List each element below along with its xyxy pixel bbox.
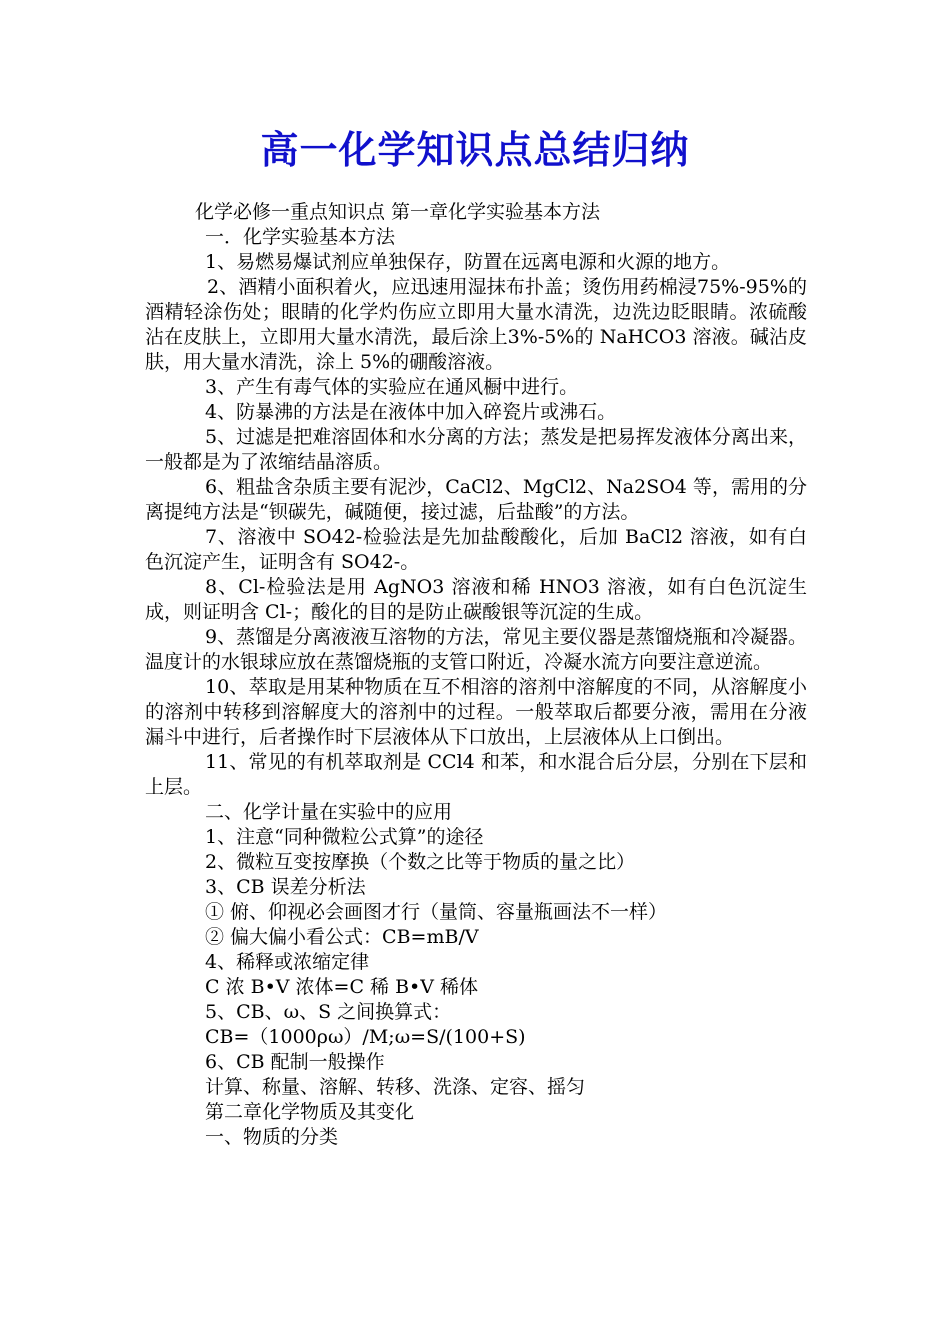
list-item: ② 偏大偏小看公式：CB=mB/V (205, 926, 479, 948)
section-heading: 二、化学计量在实验中的应用 (205, 801, 453, 823)
paragraph: 5、过滤是把难溶固体和水分离的方法；蒸发是把易挥发液体分离出来，一般都是为了浓缩结晶溶质。 (145, 426, 807, 473)
paragraph: 2、酒精小面积着火，应迅速用湿抹布扑盖；烫伤用药棉浸75%-95%的酒精轻涂伤处；眼睛的化学灼伤应立即用大量水清洗，边洗边眨眼睛。浓硫酸沾在皮肤上，立即用大量水清洗，最后涂上3%-5%的 NaHCO3 溶液。碱沾皮肤，用大量水清洗，涂上 5%的硼酸溶液。 (145, 276, 807, 373)
list-item: 1、注意“同种微粒公式算”的途径 (205, 826, 484, 848)
document-title: 高一化学知识点总结归纳 (260, 127, 690, 172)
list-item: 2、微粒互变按摩换（个数之比等于物质的量之比） (205, 851, 636, 873)
formula: C 浓 B•V 浓体=C 稀 B•V 稀体 (205, 976, 479, 998)
paragraph: 1、易燃易爆试剂应单独保存，防置在远离电源和火源的地方。 (205, 251, 731, 273)
chapter-heading: 化学必修一重点知识点 第一章化学实验基本方法 (195, 201, 601, 223)
paragraph: 8、Cl-检验法是用 AgNO3 溶液和稀 HNO3 溶液，如有白色沉淀生成，则证明含 Cl-；酸化的目的是防止碳酸银等沉淀的生成。 (145, 576, 807, 623)
paragraph: 7、溶液中 SO42-检验法是先加盐酸酸化，后加 BaCl2 溶液，如有白色沉淀产生，证明含有 SO42-。 (145, 526, 807, 573)
document-body (145, 200, 807, 1150)
paragraph: 9、蒸馏是分离液液互溶物的方法，常见主要仪器是蒸馏烧瓶和冷凝器。温度计的水银球应放在蒸馏烧瓶的支管口附近，冷凝水流方向要注意逆流。 (145, 626, 807, 673)
list-item: ① 俯、仰视必会画图才行（量筒、容量瓶画法不一样） (205, 901, 668, 923)
section-heading: 一、物质的分类 (205, 1126, 339, 1148)
chapter-heading: 第二章化学物质及其变化 (205, 1101, 415, 1123)
formula: CB=（1000ρω）/M;ω=S/(100+S) (205, 1026, 526, 1048)
paragraph: 10、萃取是用某种物质在互不相溶的溶剂中溶解度的不同，从溶解度小的溶剂中转移到溶解度大的溶剂中的过程。一般萃取后都要分液，需用在分液漏斗中进行，后者操作时下层液体从下口放出，上层液体从上口倒出。 (145, 676, 807, 748)
list-item: 计算、称量、溶解、转移、洗涤、定容、摇匀 (205, 1076, 586, 1098)
paragraph: 4、防暴沸的方法是在液体中加入碎瓷片或沸石。 (205, 401, 617, 423)
paragraph: 11、常见的有机萃取剂是 CCl4 和苯，和水混合后分层，分别在下层和上层。 (145, 751, 807, 798)
paragraph: 3、产生有毒气体的实验应在通风橱中进行。 (205, 376, 579, 398)
list-item: 6、CB 配制一般操作 (205, 1051, 385, 1073)
list-item: 5、CB、ω、S 之间换算式： (205, 1001, 452, 1023)
list-item: 3、CB 误差分析法 (205, 876, 366, 898)
paragraph: 6、粗盐含杂质主要有泥沙，CaCl2、MgCl2、Na2SO4 等，需用的分离提纯方法是“钡碳先，碱随便，接过滤，后盐酸”的方法。 (145, 476, 807, 523)
list-item: 4、稀释或浓缩定律 (205, 951, 370, 973)
section-heading: 一．化学实验基本方法 (205, 226, 396, 248)
